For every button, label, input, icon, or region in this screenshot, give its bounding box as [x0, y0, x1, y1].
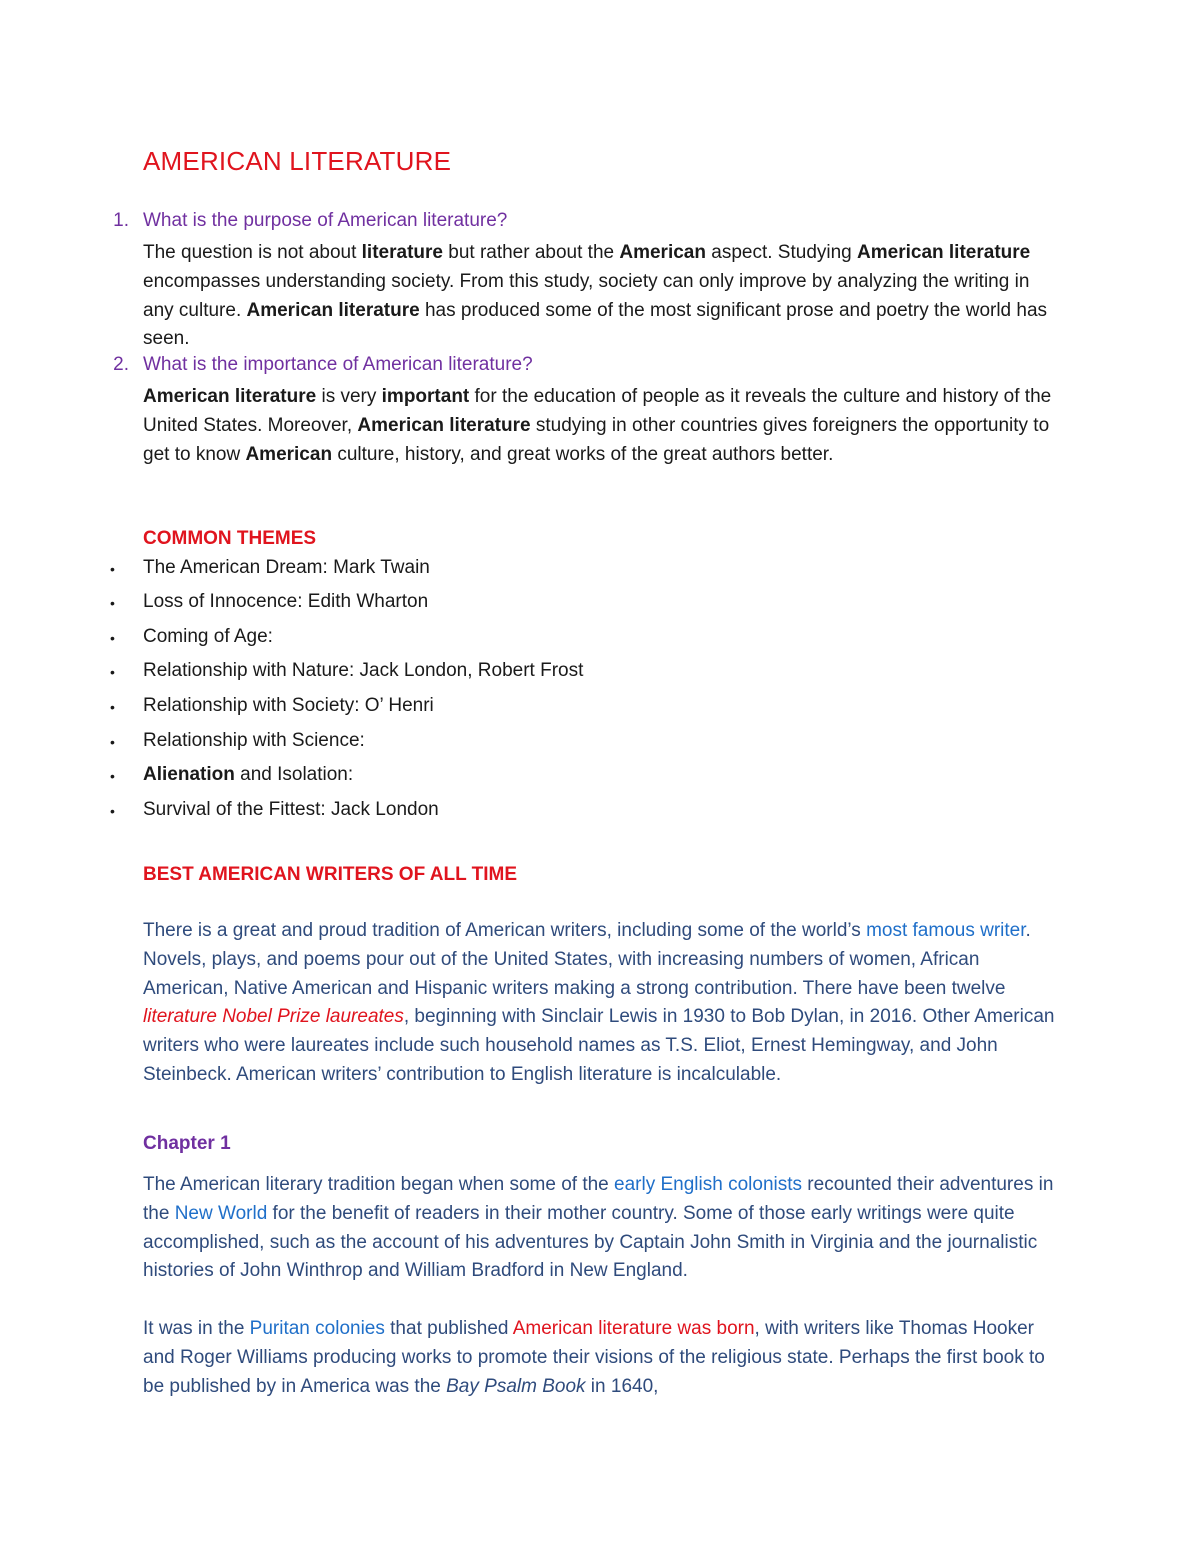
chapter-text: The American literary tradition began when some of the: [143, 1174, 615, 1195]
best-writers-text: , beginning with Sinclair Lewis in 1930 to Bob Dylan, in 2016. Other American writers who were laureates include such household names as T.S. Eliot, Ernest Hemingway, and John Steinbeck. American writers’ contribution to English literature is incalculable.: [143, 1006, 1055, 1085]
early-english-colonists-link[interactable]: early English colonists: [614, 1174, 803, 1195]
chapter-1-paragraph-2: [143, 1315, 1058, 1401]
list-item: [110, 695, 434, 717]
chapter-text: for the benefit of readers in their mother country. Some of those early writings were quite accomplished, such as the account of his adventures by Captain John Smith in Virginia and the journalistic histories of John Winthrop and William Bradford in New England.: [143, 1202, 1038, 1282]
list-item: [110, 626, 273, 648]
answer-1-bold: literature: [361, 242, 443, 263]
chapter-text: It was in the: [143, 1318, 250, 1339]
common-themes-heading: COMMON THEMES: [143, 528, 317, 549]
answer-2-bold: American literature: [357, 414, 531, 436]
answer-2-text: for the education of people as it reveals the culture and history of the United States. Moreover,: [143, 386, 1052, 436]
list-item: [110, 730, 365, 752]
answer-1-text: encompasses understanding society. From this study, society can only improve by analyzing the writing in any culture.: [143, 270, 1030, 321]
best-writers-heading: BEST AMERICAN WRITERS OF ALL TIME: [143, 864, 518, 885]
answer-1-text: but rather about the: [442, 242, 620, 263]
theme-text: Relationship with Science:: [143, 730, 365, 751]
chapter-text: that published: [384, 1318, 513, 1339]
theme-text: The American Dream: Mark Twain: [143, 557, 430, 578]
chapter-text: recounted their adventures in the: [143, 1174, 1054, 1224]
answer-1-text: aspect. Studying: [705, 242, 858, 263]
chapter-1-paragraph-1: [143, 1171, 1058, 1286]
list-item: [110, 557, 430, 579]
answer-1-bold: American: [619, 242, 706, 263]
list-item: [110, 660, 584, 682]
bullet-icon: •: [110, 699, 115, 715]
theme-text: Relationship with Society: O’ Henri: [143, 695, 434, 716]
bullet-icon: •: [110, 803, 115, 819]
page-title: AMERICAN LITERATURE: [143, 146, 452, 176]
list-item: [110, 764, 354, 786]
answer-2-paragraph: [143, 383, 1058, 469]
theme-text: Survival of the Fittest: Jack London: [143, 799, 439, 820]
answer-1-text: The question is not about: [143, 242, 362, 263]
best-writers-text: There is a great and proud tradition of American writers, including some of the world’s: [143, 920, 867, 941]
answer-2-bold: important: [381, 386, 470, 407]
chapter-1-heading: Chapter 1: [143, 1133, 231, 1154]
bullet-icon: •: [110, 734, 115, 750]
theme-text: Relationship with Nature: Jack London, Robert Frost: [143, 660, 584, 681]
answer-1-bold: American literature: [246, 299, 420, 321]
bullet-icon: •: [110, 664, 115, 680]
best-writers-paragraph: [143, 917, 1058, 1090]
list-item: [110, 799, 439, 821]
puritan-colonies-link[interactable]: Puritan colonies: [249, 1318, 385, 1339]
question-2: [113, 354, 533, 376]
bullet-icon: •: [110, 630, 115, 646]
chapter-text: , with writers like Thomas Hooker and Roger Williams producing works to promote their visions of the religious state. Perhaps the first book to be published by in America was the: [143, 1318, 1045, 1397]
answer-2-bold: American literature: [143, 386, 317, 407]
question-1: [113, 210, 508, 232]
theme-text: and Isolation:: [234, 764, 354, 785]
list-item: [110, 591, 429, 613]
question-1-text: What is the purpose of American literature?: [143, 210, 508, 231]
theme-text: Loss of Innocence: Edith Wharton: [143, 591, 429, 612]
answer-2-text: studying in other countries gives foreigners the opportunity to get to know: [143, 414, 1050, 465]
new-world-link[interactable]: New World: [174, 1202, 268, 1224]
question-2-text: What is the importance of American literature?: [143, 354, 533, 375]
answer-1-bold: American literature: [857, 242, 1031, 263]
answer-1-text: has produced some of the most significant prose and poetry the world has seen.: [143, 299, 1048, 350]
theme-bold: Alienation: [143, 764, 235, 785]
answer-2-text: culture, history, and great works of the great authors better.: [332, 443, 834, 465]
theme-text: Coming of Age:: [143, 626, 273, 647]
american-literature-born-link[interactable]: American literature was born: [512, 1318, 755, 1339]
answer-2-bold: American: [245, 443, 333, 465]
chapter-text: in 1640,: [585, 1375, 659, 1397]
question-1-number: 1.: [113, 210, 129, 231]
bullet-icon: •: [110, 595, 115, 611]
answer-1-paragraph: [143, 239, 1058, 354]
best-writers-text: . Novels, plays, and poems pour out of the United States, with increasing numbers of women, African American, Native American and Hispanic writers making a strong contribution. There have been twelve: [143, 920, 1031, 999]
bay-psalm-book-title: Bay Psalm Book: [446, 1375, 586, 1397]
most-famous-writer-link[interactable]: most famous writer: [866, 920, 1026, 941]
bullet-icon: •: [110, 768, 115, 784]
nobel-laureates-link[interactable]: literature Nobel Prize laureates: [143, 1006, 404, 1028]
question-2-number: 2.: [113, 354, 129, 375]
bullet-icon: •: [110, 561, 115, 577]
answer-2-text: is very: [316, 386, 382, 407]
